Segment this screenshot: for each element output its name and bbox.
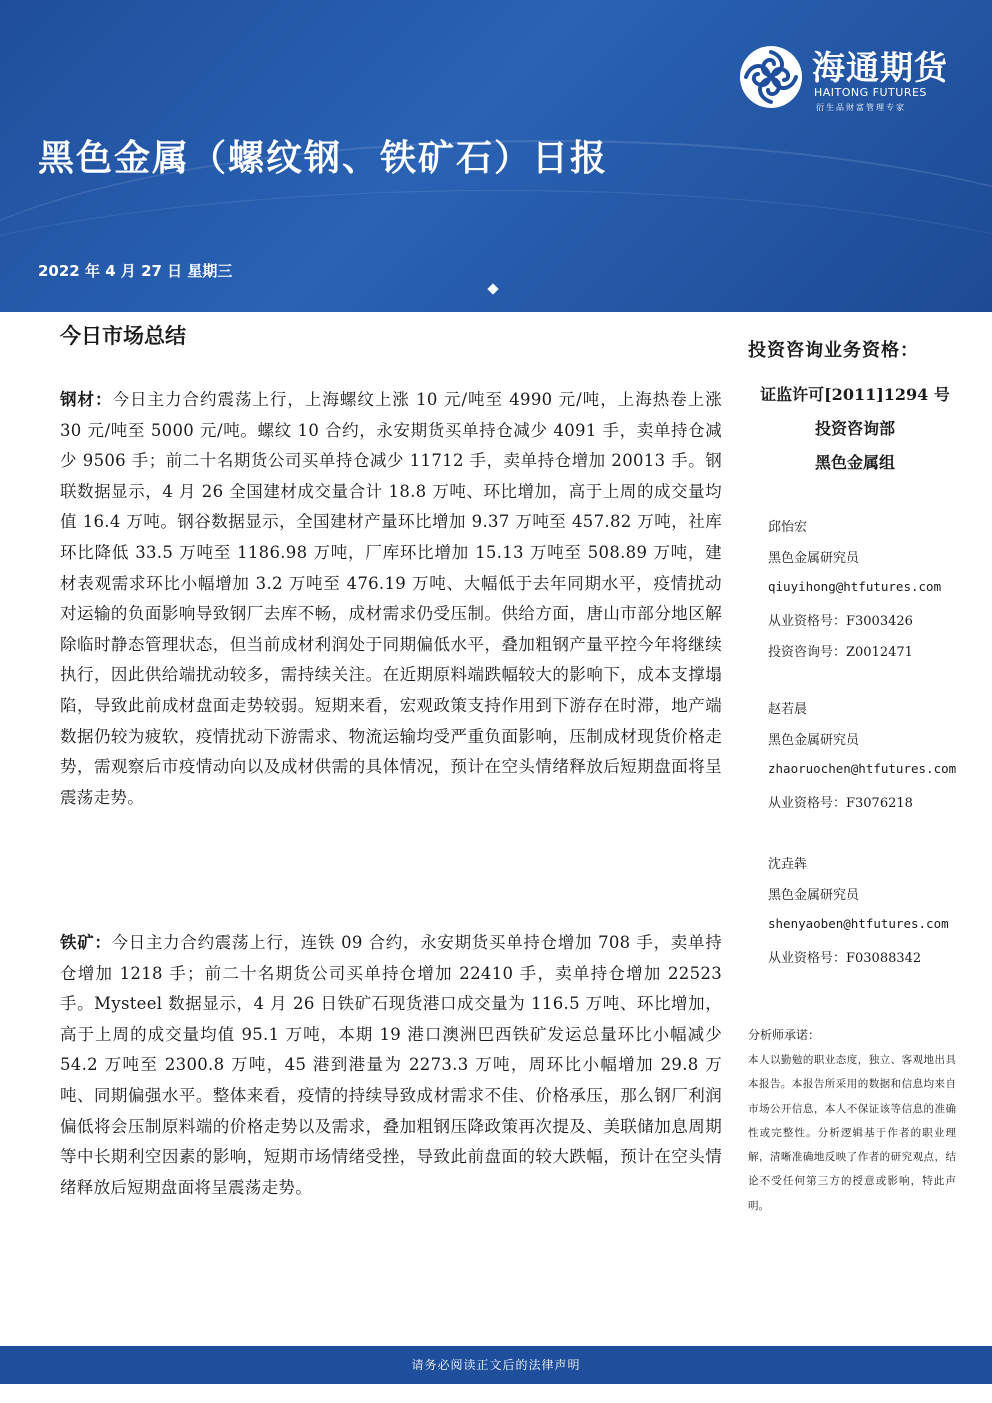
analyst-qualification: 从业资格号：F03088342 (768, 951, 922, 966)
analyst-title: 黑色金属研究员 (768, 733, 860, 748)
pledge-text: 本人以勤勉的职业态度，独立、客观地出具本报告。本报告所采用的数据和信息均来自市场公开信息，本人不保证该等信息的准确性或完整性。分析逻辑基于作者的职业理解，清晰准确地反映了作者的研究观点，结论不受任何第三方的授意或影响，特此声明。 (748, 1054, 956, 1212)
logo-slogan: 衍生品财富管理专家 (816, 103, 906, 112)
steel-text: 今日主力合约震荡上行，上海螺纹上涨 10 元/吨至 4990 元/吨，上海热卷上涨 30 元/吨至 5000 元/吨。螺纹 10 合约，永安期货买单持仓减少 4091 手，卖单持仓减少 9506 手；前二十名期货公司买单持仓减少 11712 手，卖单持仓增加 20013 手。钢联数据显示，4 月 26 全国建材成交量合计 18.8 万吨、环比增加，高于上周的成交量均值 16.4 万吨。钢谷数据显示，全国建材产量环比增加 9.37 万吨至 457.82 万吨，社库环比降低 33.5 万吨至 1186.98 万吨，厂库环比增加 15.13 万吨至 508.89 万吨，建材表观需求环比小幅增加 3.2 万吨至 476.19 万吨、大幅低于去年同期水平，疫情扰动对运输的负面影响导致钢厂去库不畅，成材需求仍受压制。供给方面，唐山市部分地区解除临时静态管理状态，但当前成材利润处于同期偏低水平，叠加粗钢产量平控今年将继续执行，因此供给端扰动较多，需持续关注。在近期原料端跌幅较大的影响下，成本支撑塌陷，导致此前成材盘面走势较弱。短期来看，宏观政策支持作用到下游存在时滞，地产端数据仍较为疲软，疫情扰动下游需求、物流运输均受严重负面影响，压制成材现货价格走势，需观察后市疫情动向以及成材供需的具体情况，预计在空头情绪释放后短期盘面将呈震荡走势。 (60, 390, 722, 807)
department-name: 投资咨询部 (814, 419, 895, 438)
steel-label: 钢材： (60, 390, 113, 409)
iron-ore-text: 今日主力合约震荡上行，连铁 09 合约，永安期货买单持仓增加 708 手，卖单持仓增加 1218 手；前二十名期货公司买单持仓增加 22410 手，卖单持仓增加 22523 手。Mysteel 数据显示，4 月 26 日铁矿石现货港口成交量为 116.5 万吨、环比增加，高于上周的成交量均值 95.1 万吨，本期 19 港口澳洲巴西铁矿发运总量环比小幅减少 54.2 万吨至 2300.8 万吨，45 港到港量为 2273.3 万吨，周环比小幅增加 29.8 万吨、同期偏强水平。整体来看，疫情的持续导致成材需求不佳、价格承压，那么钢厂利润偏低将会压制原料端的价格走势以及需求，叠加粗钢压降政策再次提及、美联储加息周期等中长期利空因素的影响，短期市场情绪受挫，导致此前盘面的较大跌幅，预计在空头情绪释放后短期盘面将呈震荡走势。 (60, 933, 723, 1197)
report-title: 黑色金属（螺纹钢、铁矿石）日报 (38, 137, 609, 179)
iron-ore-paragraph (60, 928, 722, 1203)
group-name: 黑色金属组 (814, 453, 895, 472)
analyst-consulting-number: 投资咨询号：Z0012471 (768, 645, 913, 660)
analyst-qualification: 从业资格号：F3003426 (768, 614, 913, 629)
logo-name-cn: 海通期货 (812, 48, 948, 87)
analyst-email[interactable]: qiuyihong@htfutures.com (768, 579, 942, 594)
company-logo (738, 40, 968, 120)
report-header (0, 0, 992, 312)
analyst-qualification: 从业资格号：F3076218 (768, 796, 913, 811)
steel-paragraph (60, 385, 722, 813)
analyst-title: 黑色金属研究员 (768, 888, 860, 903)
analyst-name: 沈垚犇 (768, 857, 808, 872)
analyst-email[interactable]: shenyaoben@htfutures.com (768, 916, 949, 931)
iron-ore-label: 铁矿： (60, 933, 112, 952)
report-date: 2022 年 4 月 27 日 星期三 (38, 262, 233, 280)
analyst-title: 黑色金属研究员 (768, 551, 860, 566)
analyst-email[interactable]: zhaoruochen@htfutures.com (768, 761, 957, 776)
analyst-name: 邱怡宏 (768, 520, 808, 535)
license-number: 证监许可[2011]1294 号 (760, 385, 950, 404)
footer-bar (0, 1346, 992, 1384)
pledge-title: 分析师承诺： (748, 1028, 821, 1042)
logo-name-en: HAITONG FUTURES (814, 86, 927, 99)
section-title: 今日市场总结 (60, 323, 186, 348)
haitong-logo-icon (738, 44, 804, 110)
footer-disclaimer: 请务必阅读正文后的法律声明 (411, 1358, 581, 1372)
qualification-heading: 投资咨询业务资格： (748, 340, 919, 361)
analyst-name: 赵若晨 (768, 702, 808, 717)
